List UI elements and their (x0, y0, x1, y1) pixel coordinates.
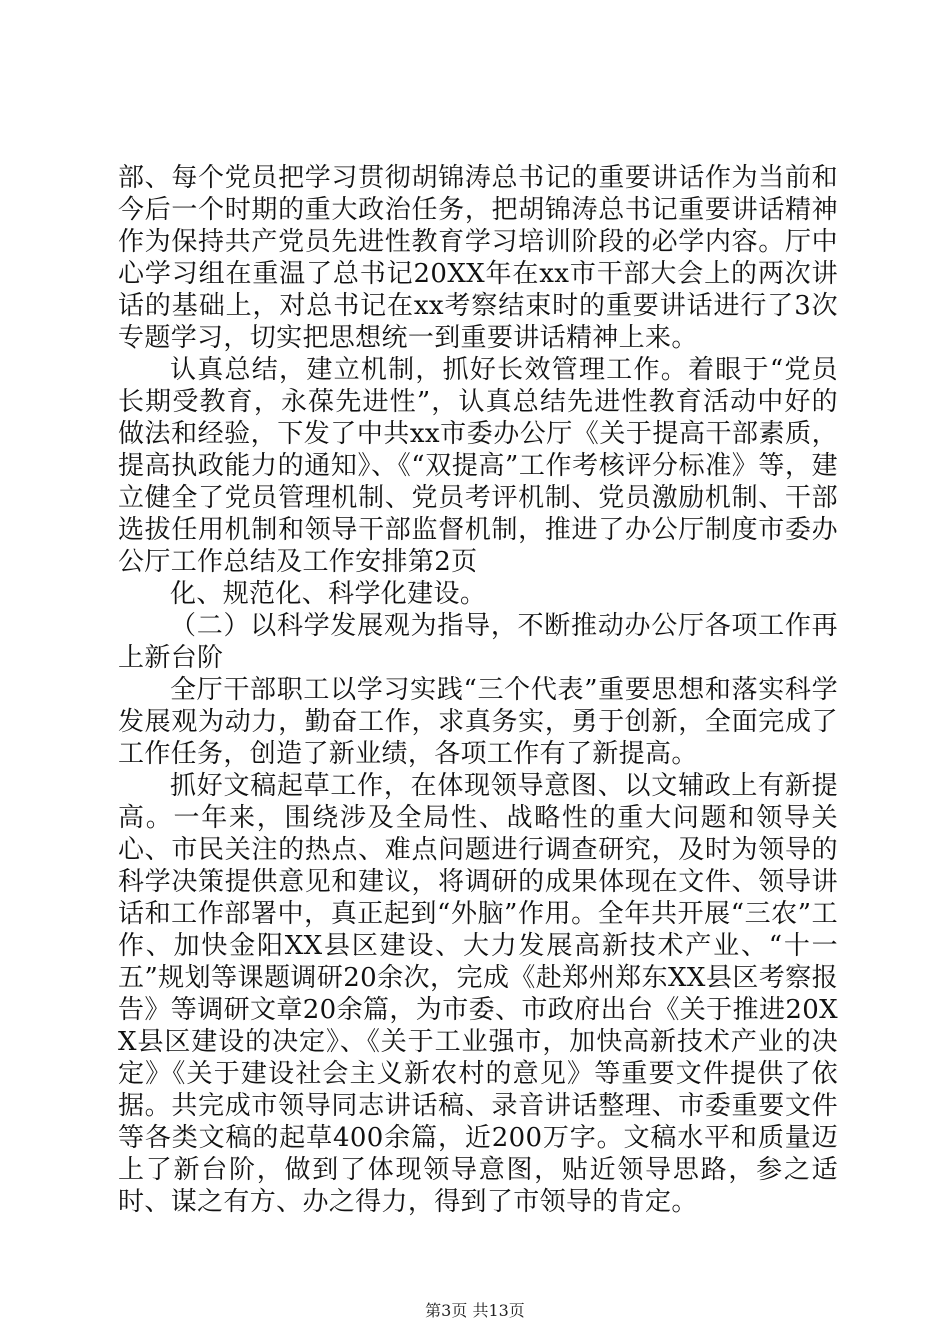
section-heading: （二）以科学发展观为指导，不断推动办公厅各项工作再上新台阶 (118, 611, 838, 673)
paragraph-3: 化、规范化、科学化建设。 (170, 579, 487, 609)
paragraph-1: 部、每个党员把学习贯彻胡锦涛总书记的重要讲话作为当前和今后一个时期的重大政治任务，把胡锦涛总书记重要讲话精神作为保持共产党员先进性教育学习培训阶段的必学内容。厅中心学习组在重温了总书记20XX年在xx市干部大会上的两次讲话的基础上，对总书记在xx考察结束时的重要讲话进行了3次专题学习，切实把思想统一到重要讲话精神上来。 (118, 163, 838, 353)
document-body (118, 162, 838, 1218)
page-footer: 第3页 共13页 (425, 1301, 525, 1320)
paragraph-5: 抓好文稿起草工作，在体现领导意图、以文辅政上有新提高。一年来，围绕涉及全局性、战略性的重大问题和领导关心、市民关注的热点、难点问题进行调查研究，及时为领导的科学决策提供意见和建议，将调研的成果体现在文件、领导讲话和工作部署中，真正起到“外脑”作用。全年共开展“三农”工作、加快金阳XX县区建设、大力发展高新技术产业、“十一五”规划等课题调研20余次，完成《赴郑州郑东XX县区考察报告》等调研文章20余篇，为市委、市政府出台《关于推进20XX县区建设的决定》、《关于工业强市，加快高新技术产业的决定》《关于建设社会主义新农村的意见》等重要文件提供了依据。共完成市领导同志讲话稿、录音讲话整理、市委重要文件等各类文稿的起草400余篇，近200万字。文稿水平和质量迈上了新台阶，做到了体现领导意图，贴近领导思路，参之适时、谋之有方、办之得力，得到了市领导的肯定。 (118, 771, 838, 1217)
paragraph-4: 全厅干部职工以学习实践“三个代表”重要思想和落实科学发展观为动力，勤奋工作，求真务实，勇于创新，全面完成了工作任务，创造了新业绩，各项工作有了新提高。 (118, 675, 838, 769)
paragraph-2: 认真总结，建立机制，抓好长效管理工作。着眼于“党员长期受教育，永葆先进性”，认真总结先进性教育活动中好的做法和经验，下发了中共xx市委办公厅《关于提高干部素质，提高执政能力的通知》、《“双提高”工作考核评分标准》等，建立健全了党员管理机制、党员考评机制、党员激励机制、干部选拔任用机制和领导干部监督机制，推进了办公厅制度市委办公厅工作总结及工作安排第2页 (118, 355, 838, 577)
